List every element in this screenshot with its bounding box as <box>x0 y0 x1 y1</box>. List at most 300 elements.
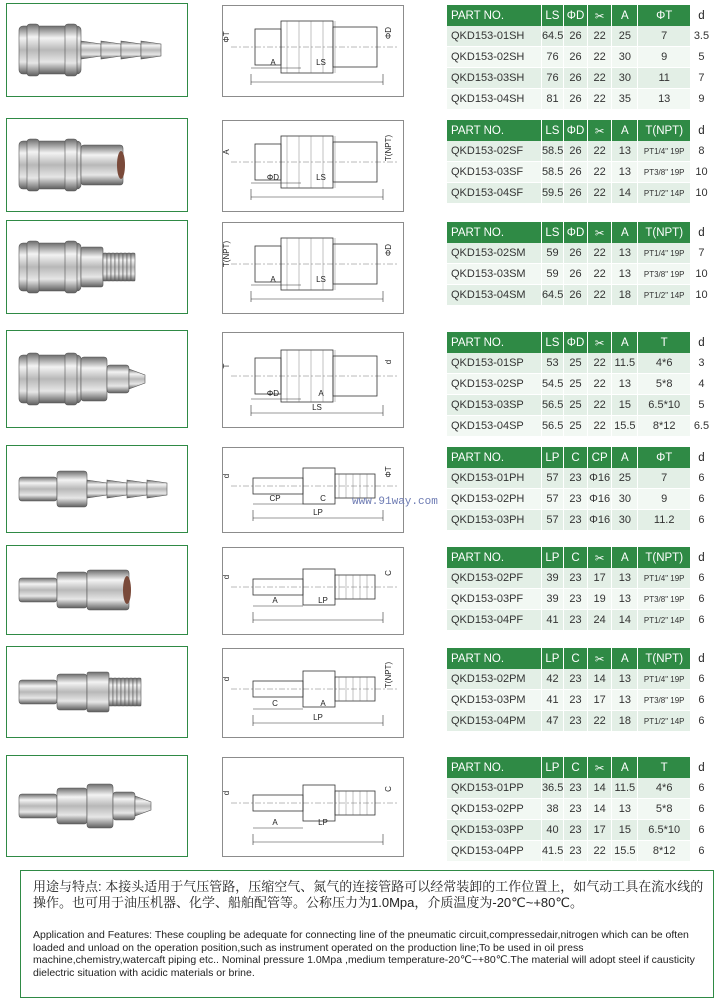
table-cell: 26 <box>563 68 587 89</box>
column-header: T <box>638 332 690 353</box>
table-cell: 56.5 <box>541 395 563 416</box>
table-cell: 22 <box>588 285 612 306</box>
table-cell: 23 <box>563 589 587 610</box>
column-header: A <box>612 447 638 468</box>
product-photo <box>6 445 188 533</box>
column-header: A <box>612 648 638 669</box>
drawing-label: A <box>270 58 276 67</box>
column-header: A <box>612 757 638 778</box>
features-box <box>20 870 714 998</box>
column-header: d <box>690 547 712 568</box>
drawing-label: LP <box>313 508 323 517</box>
table-cell: 76 <box>541 47 563 68</box>
column-header: ΦD <box>563 5 587 26</box>
table-cell: QKD153-01SH <box>447 26 541 47</box>
table-cell: 8*12 <box>638 841 690 862</box>
table-cell: 5*8 <box>638 799 690 820</box>
table-cell: 22 <box>588 841 612 862</box>
column-header: PART NO. <box>447 447 541 468</box>
table-cell: QKD153-01SP <box>447 353 541 374</box>
table-cell: 22 <box>588 183 612 204</box>
table-cell: QKD153-04SH <box>447 89 541 110</box>
table-cell: 13 <box>612 162 638 183</box>
table-cell: 6.5*10 <box>638 820 690 841</box>
table-row <box>447 47 713 68</box>
table-cell: 24 <box>588 610 612 631</box>
table-row <box>447 264 713 285</box>
drawing-label: A <box>318 389 324 398</box>
table-cell: 58.5 <box>541 141 563 162</box>
column-header: C <box>563 757 587 778</box>
column-header: ✂ <box>588 757 612 778</box>
table-cell: 38 <box>541 799 563 820</box>
product-photo <box>6 545 188 635</box>
table-cell: PT3/8" 19P <box>638 264 690 285</box>
column-header: PART NO. <box>447 757 541 778</box>
table-cell: 15 <box>612 395 638 416</box>
technical-drawing <box>222 547 404 635</box>
table-cell: 17 <box>588 690 612 711</box>
table-cell: 76 <box>541 68 563 89</box>
column-header: LP <box>541 547 563 568</box>
table-cell: QKD153-03SP <box>447 395 541 416</box>
table-cell: 25 <box>612 468 638 489</box>
column-header: d <box>690 5 712 26</box>
drawing-label: LP <box>318 596 328 605</box>
table-cell: 22 <box>588 711 612 732</box>
table-cell: 11.2 <box>638 510 690 531</box>
table-row <box>447 468 713 489</box>
drawing-label: LS <box>316 275 326 284</box>
table-row <box>447 26 713 47</box>
table-cell: 6 <box>690 778 712 799</box>
table-cell: 11 <box>638 68 690 89</box>
drawing-label: LP <box>318 818 328 827</box>
table-cell: 36.5 <box>541 778 563 799</box>
table-cell: 30 <box>612 510 638 531</box>
table-cell: 6.5*10 <box>638 395 690 416</box>
drawing-label: LS <box>316 58 326 67</box>
table-row <box>447 820 713 841</box>
column-header: ✂ <box>588 222 612 243</box>
table-cell: QKD153-02SM <box>447 243 541 264</box>
product-section-sh <box>0 3 720 105</box>
table-cell: PT1/2" 14P <box>638 610 690 631</box>
column-header: PART NO. <box>447 648 541 669</box>
table-header-row <box>447 648 713 669</box>
drawing-label: A <box>272 818 278 827</box>
table-row <box>447 510 713 531</box>
table-cell: 26 <box>563 285 587 306</box>
table-cell: 57 <box>541 468 563 489</box>
table-row <box>447 162 713 183</box>
table-header-row <box>447 447 713 468</box>
table-row <box>447 183 713 204</box>
table-cell: 30 <box>612 68 638 89</box>
product-section-pf <box>0 545 720 637</box>
drawing-label: A <box>272 596 278 605</box>
table-cell: Φ16 <box>588 489 612 510</box>
table-cell: QKD153-01PP <box>447 778 541 799</box>
table-cell: QKD153-04SF <box>447 183 541 204</box>
table-cell: 4*6 <box>638 353 690 374</box>
column-header: A <box>612 120 638 141</box>
table-cell: 7 <box>638 468 690 489</box>
table-cell: 25 <box>563 416 587 437</box>
column-header: T(NPT) <box>638 120 690 141</box>
features-english <box>33 929 709 979</box>
table-cell: 26 <box>563 26 587 47</box>
drawing-label: A <box>222 149 231 155</box>
table-cell: QKD153-01PH <box>447 468 541 489</box>
table-row <box>447 841 713 862</box>
table-cell: 23 <box>563 468 587 489</box>
table-cell: 23 <box>563 841 587 862</box>
table-row <box>447 690 713 711</box>
table-cell: 13 <box>638 89 690 110</box>
table-cell: 22 <box>588 374 612 395</box>
column-header: PART NO. <box>447 120 541 141</box>
table-cell: QKD153-03PH <box>447 510 541 531</box>
table-cell: PT1/4" 19P <box>638 568 690 589</box>
table-cell: 17 <box>588 820 612 841</box>
table-cell: QKD153-02PP <box>447 799 541 820</box>
table-cell: QKD153-02PF <box>447 568 541 589</box>
column-header: ΦT <box>638 5 690 26</box>
technical-drawing <box>222 332 404 428</box>
table-row <box>447 353 713 374</box>
table-cell: 10 <box>690 264 712 285</box>
table-cell: 26 <box>563 47 587 68</box>
table-cell: 42 <box>541 669 563 690</box>
table-row <box>447 374 713 395</box>
table-cell: 22 <box>588 89 612 110</box>
table-cell: 18 <box>612 285 638 306</box>
table-cell: 26 <box>563 89 587 110</box>
table-cell: 81 <box>541 89 563 110</box>
table-cell: 11.5 <box>612 353 638 374</box>
product-section-pp <box>0 755 720 859</box>
column-header: T(NPT) <box>638 547 690 568</box>
column-header: PART NO. <box>447 332 541 353</box>
table-row <box>447 285 713 306</box>
table-cell: PT1/2" 14P <box>638 711 690 732</box>
table-cell: QKD153-04PF <box>447 610 541 631</box>
table-cell: 35 <box>612 89 638 110</box>
table-cell: QKD153-03PF <box>447 589 541 610</box>
drawing-label: LP <box>313 713 323 722</box>
column-header: A <box>612 332 638 353</box>
table-cell: 23 <box>563 669 587 690</box>
drawing-label: d <box>222 473 231 479</box>
column-header: C <box>563 648 587 669</box>
table-cell: 14 <box>588 778 612 799</box>
table-cell: 9 <box>690 89 712 110</box>
table-cell: 25 <box>563 374 587 395</box>
table-cell: 17 <box>588 568 612 589</box>
table-cell: 11.5 <box>612 778 638 799</box>
spec-table <box>447 547 713 631</box>
table-cell: 22 <box>588 47 612 68</box>
column-header: CP <box>588 447 612 468</box>
table-cell: QKD153-04SP <box>447 416 541 437</box>
column-header: PART NO. <box>447 547 541 568</box>
drawing-label: d <box>222 676 231 682</box>
table-cell: 13 <box>612 669 638 690</box>
table-cell: 41 <box>541 610 563 631</box>
spec-table <box>447 120 713 204</box>
table-cell: 25 <box>612 26 638 47</box>
table-cell: 18 <box>612 711 638 732</box>
table-cell: 9 <box>638 47 690 68</box>
table-header-row <box>447 332 713 353</box>
product-photo <box>6 220 188 314</box>
table-cell: 23 <box>563 510 587 531</box>
table-cell: 6 <box>690 841 712 862</box>
table-cell: QKD153-02SF <box>447 141 541 162</box>
table-header-row <box>447 120 713 141</box>
table-cell: 47 <box>541 711 563 732</box>
table-cell: 3.5 <box>690 26 712 47</box>
table-cell: 13 <box>612 799 638 820</box>
table-cell: 6 <box>690 669 712 690</box>
drawing-label: ΦD <box>266 173 280 182</box>
product-photo <box>6 755 188 857</box>
features-cn-text: 本接头适用于气压管路，压缩空气、氮气的连接管路可以经常装卸的工作位置上，如气动工具在流水线的操作。也可用于油压机器、化学、船舶配管等。公称压力为1.0Mpa，介质温度为-20℃~+80℃。 <box>33 879 704 910</box>
table-row <box>447 489 713 510</box>
column-header: C <box>563 447 587 468</box>
table-cell: 26 <box>563 162 587 183</box>
table-cell: 13 <box>612 243 638 264</box>
column-header: ✂ <box>588 547 612 568</box>
table-cell: 15.5 <box>612 416 638 437</box>
table-cell: 6 <box>690 568 712 589</box>
table-cell: 23 <box>563 711 587 732</box>
table-cell: 14 <box>612 610 638 631</box>
column-header: LS <box>541 120 563 141</box>
table-cell: 26 <box>563 243 587 264</box>
technical-drawing <box>222 757 404 857</box>
table-cell: QKD153-02PH <box>447 489 541 510</box>
table-cell: 15.5 <box>612 841 638 862</box>
table-header-row <box>447 5 713 26</box>
table-cell: QKD153-03SM <box>447 264 541 285</box>
table-cell: 23 <box>563 778 587 799</box>
table-cell: 26 <box>563 264 587 285</box>
table-cell: 13 <box>612 374 638 395</box>
spec-table <box>447 447 713 531</box>
table-cell: 13 <box>612 141 638 162</box>
column-header: ΦT <box>638 447 690 468</box>
table-cell: 22 <box>588 26 612 47</box>
table-cell: QKD153-03PP <box>447 820 541 841</box>
table-row <box>447 68 713 89</box>
column-header: d <box>690 757 712 778</box>
table-cell: 6 <box>690 711 712 732</box>
table-cell: 41 <box>541 690 563 711</box>
product-section-sf <box>0 118 720 214</box>
drawing-label: ΦD <box>384 243 393 257</box>
column-header: ΦD <box>563 222 587 243</box>
table-row <box>447 778 713 799</box>
technical-drawing <box>222 222 404 314</box>
table-cell: 8 <box>690 141 712 162</box>
table-row <box>447 589 713 610</box>
table-cell: 57 <box>541 510 563 531</box>
product-photo <box>6 118 188 212</box>
drawing-label: T <box>222 363 231 369</box>
table-row <box>447 395 713 416</box>
drawing-label: C <box>384 570 393 576</box>
product-photo <box>6 3 188 97</box>
column-header: d <box>690 222 712 243</box>
table-cell: PT3/8" 19P <box>638 162 690 183</box>
column-header: PART NO. <box>447 222 541 243</box>
table-cell: 5 <box>690 395 712 416</box>
drawing-label: C <box>272 699 278 708</box>
table-cell: 23 <box>563 820 587 841</box>
spec-table <box>447 648 713 732</box>
table-cell: 7 <box>690 243 712 264</box>
technical-drawing <box>222 5 404 97</box>
table-cell: 6.5 <box>690 416 712 437</box>
spec-table <box>447 5 713 110</box>
table-cell: 26 <box>563 183 587 204</box>
table-cell: 5 <box>690 47 712 68</box>
drawing-label: LS <box>312 403 322 412</box>
product-section-pm <box>0 646 720 740</box>
drawing-label: ΦD <box>384 26 393 40</box>
column-header: ΦD <box>563 332 587 353</box>
table-cell: QKD153-04SM <box>447 285 541 306</box>
drawing-label: CP <box>269 494 281 503</box>
technical-drawing <box>222 120 404 212</box>
table-cell: 10 <box>690 162 712 183</box>
table-cell: 22 <box>588 416 612 437</box>
column-header: A <box>612 5 638 26</box>
table-cell: 15 <box>612 820 638 841</box>
table-cell: 8*12 <box>638 416 690 437</box>
column-header: ✂ <box>588 5 612 26</box>
table-cell: QKD153-02SP <box>447 374 541 395</box>
spec-table <box>447 332 713 437</box>
product-section-sp <box>0 330 720 430</box>
table-cell: 6 <box>690 820 712 841</box>
table-cell: 41.5 <box>541 841 563 862</box>
table-cell: PT1/4" 19P <box>638 243 690 264</box>
table-row <box>447 416 713 437</box>
column-header: d <box>690 648 712 669</box>
drawing-label: LS <box>316 173 326 182</box>
table-cell: 6 <box>690 589 712 610</box>
table-cell: QKD153-03PM <box>447 690 541 711</box>
drawing-label: A <box>270 275 276 284</box>
table-cell: 26 <box>563 141 587 162</box>
drawing-label: T(NPT) <box>222 240 231 268</box>
column-header: ΦD <box>563 120 587 141</box>
table-cell: PT3/8" 19P <box>638 690 690 711</box>
table-cell: 22 <box>588 162 612 183</box>
column-header: C <box>563 547 587 568</box>
table-cell: 4*6 <box>638 778 690 799</box>
table-cell: 23 <box>563 799 587 820</box>
table-cell: 64.5 <box>541 26 563 47</box>
table-cell: 22 <box>588 68 612 89</box>
column-header: d <box>690 447 712 468</box>
table-header-row <box>447 222 713 243</box>
table-cell: QKD153-02PM <box>447 669 541 690</box>
table-cell: 30 <box>612 47 638 68</box>
table-cell: 22 <box>588 353 612 374</box>
product-section-ph <box>0 445 720 535</box>
drawing-label: ΦT <box>222 31 231 43</box>
table-row <box>447 568 713 589</box>
table-cell: QKD153-04PP <box>447 841 541 862</box>
column-header: A <box>612 222 638 243</box>
table-cell: 19 <box>588 589 612 610</box>
table-cell: 22 <box>588 264 612 285</box>
column-header: PART NO. <box>447 5 541 26</box>
technical-drawing <box>222 648 404 738</box>
table-cell: 56.5 <box>541 416 563 437</box>
features-en-text: These coupling be adequate for connecting line of the pneumatic circuit,compressedair,nitrogen which can be often loaded and unload on the operation position,such as instrument operated on the production line;To be used in oil press machine,chemistry,watercaft piping etc.. Nominal pressure 1.0Mpa ,medium temperature-20℃~+80℃.The material will adopt steel if causticity dielectric situation with acidic materials or brine. <box>33 929 695 979</box>
table-cell: Φ16 <box>588 510 612 531</box>
column-header: LP <box>541 757 563 778</box>
column-header: LP <box>541 648 563 669</box>
table-cell: 53 <box>541 353 563 374</box>
table-cell: 14 <box>612 183 638 204</box>
table-cell: 9 <box>638 489 690 510</box>
table-cell: 22 <box>588 141 612 162</box>
column-header: d <box>690 120 712 141</box>
table-cell: QKD153-03SF <box>447 162 541 183</box>
column-header: T <box>638 757 690 778</box>
table-cell: 6 <box>690 489 712 510</box>
product-photo <box>6 646 188 738</box>
drawing-label: T(NPT) <box>384 134 393 162</box>
table-cell: 3 <box>690 353 712 374</box>
column-header: ✂ <box>588 120 612 141</box>
table-cell: QKD153-04PM <box>447 711 541 732</box>
table-cell: 23 <box>563 690 587 711</box>
column-header: A <box>612 547 638 568</box>
table-cell: Φ16 <box>588 468 612 489</box>
table-cell: 7 <box>690 68 712 89</box>
table-row <box>447 243 713 264</box>
table-cell: 25 <box>563 395 587 416</box>
column-header: LS <box>541 332 563 353</box>
table-cell: 58.5 <box>541 162 563 183</box>
table-cell: 23 <box>563 568 587 589</box>
column-header: T(NPT) <box>638 222 690 243</box>
drawing-label: d <box>222 574 231 580</box>
table-cell: 6 <box>690 510 712 531</box>
column-header: ✂ <box>588 648 612 669</box>
features-en-label: Application and Features: <box>33 929 153 941</box>
drawing-label: d <box>222 790 231 796</box>
column-header: LP <box>541 447 563 468</box>
table-cell: PT1/2" 14P <box>638 285 690 306</box>
table-cell: 22 <box>588 243 612 264</box>
watermark-text: www.91way.com <box>352 496 438 508</box>
table-cell: 6 <box>690 799 712 820</box>
table-cell: QKD153-02SH <box>447 47 541 68</box>
column-header: d <box>690 332 712 353</box>
table-cell: 5*8 <box>638 374 690 395</box>
table-cell: 22 <box>588 395 612 416</box>
table-cell: 57 <box>541 489 563 510</box>
table-cell: 39 <box>541 589 563 610</box>
